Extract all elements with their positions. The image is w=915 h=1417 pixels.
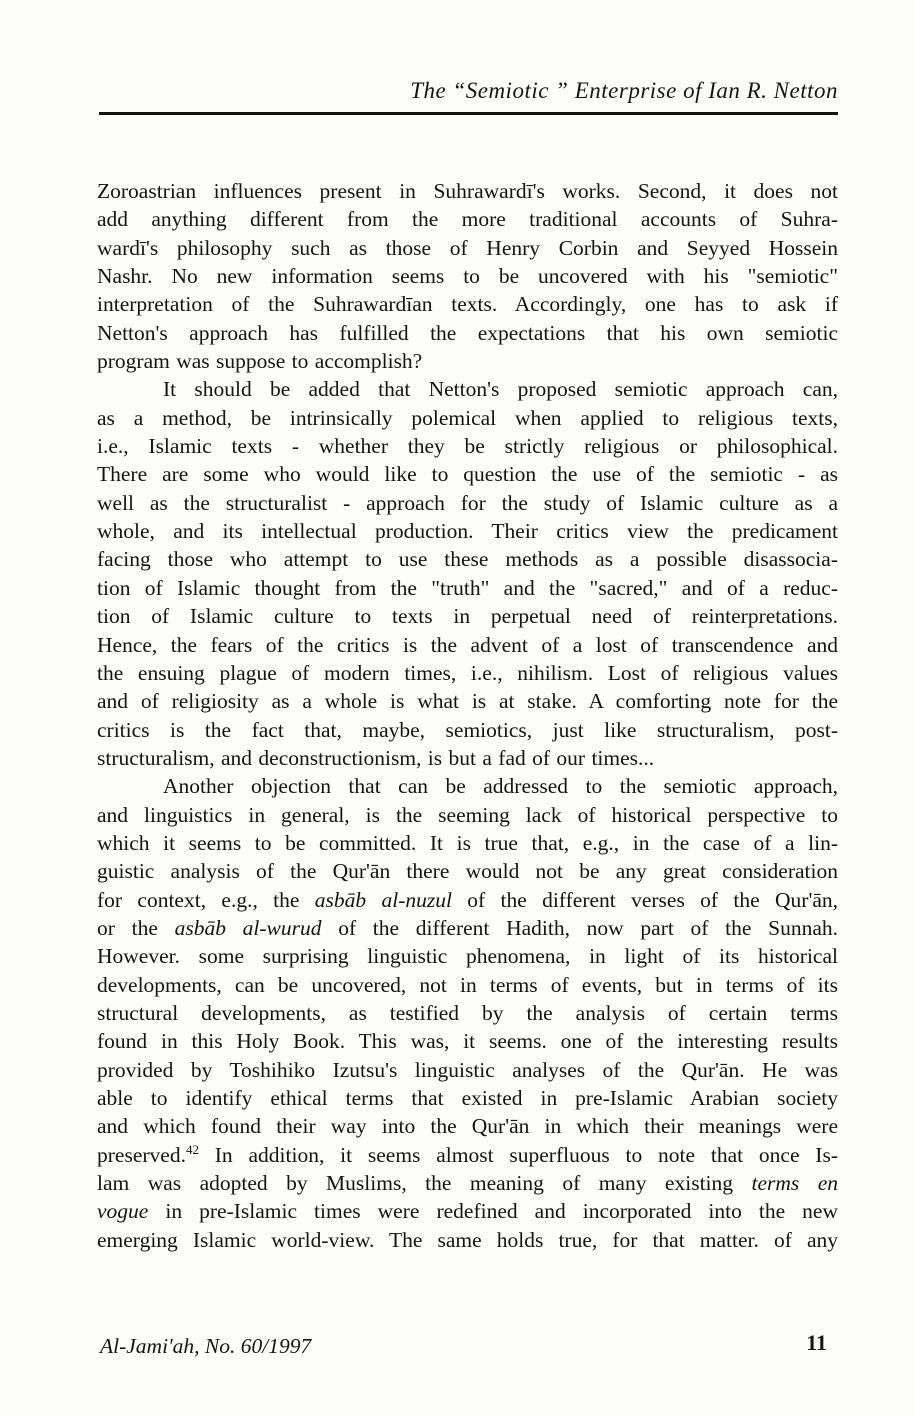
italic-segment: vogue xyxy=(97,1199,149,1224)
text-segment: Another objection that can be addressed to the semiotic approach, xyxy=(163,774,838,799)
footnote-marker: 42 xyxy=(185,1141,199,1157)
text-line-p1-l6 xyxy=(97,319,838,347)
text-line-p3-l10 xyxy=(97,1027,838,1055)
running-head-title: The “Semiotic ” Enterprise of Ian R. Netton xyxy=(410,78,838,103)
article-body xyxy=(97,177,838,1254)
text-segment: whole, and its intellectual production. Their critics view the predicament xyxy=(97,519,838,544)
text-segment: guistic analysis of the Qur'ān there would not be any great consideration xyxy=(97,859,838,884)
text-line-p2-l7 xyxy=(97,545,838,573)
text-line-p3-l13 xyxy=(97,1112,838,1140)
text-line-p1-l2 xyxy=(97,205,838,233)
text-line-p1-l3 xyxy=(97,234,838,262)
text-line-p1-l4 xyxy=(97,262,838,290)
text-line-p3-l3 xyxy=(97,829,838,857)
text-segment: which it seems to be committed. It is true that, e.g., in the case of a lin- xyxy=(97,830,838,855)
text-line-p2-l5 xyxy=(97,489,838,517)
text-line-p3-l16 xyxy=(97,1197,838,1225)
italic-segment: asbāb al-wurud xyxy=(174,915,322,940)
text-segment: tion of Islamic thought from the "truth" and the "sacred," and of a reduc- xyxy=(97,575,838,600)
text-segment: in pre-Islamic times were redefined and incorporated into the new xyxy=(148,1199,838,1224)
text-line-p2-l11 xyxy=(97,659,838,687)
text-segment: There are some who would like to question the use of the semiotic - as xyxy=(97,462,838,487)
italic-segment: terms en xyxy=(751,1171,838,1196)
text-segment: the ensuing plague of modern times, i.e., nihilism. Lost of religious values xyxy=(97,660,838,685)
text-line-p1-l5 xyxy=(97,290,838,318)
text-segment: of the different Hadith, now part of the Sunnah. xyxy=(321,915,838,940)
text-segment: It should be added that Netton's proposed semiotic approach can, xyxy=(163,377,838,402)
text-segment: structural developments, as testified by the analysis of certain terms xyxy=(97,1000,838,1025)
text-line-p2-l12 xyxy=(97,687,838,715)
text-line-p2-l9 xyxy=(97,602,838,630)
text-segment: for context, e.g., the xyxy=(97,887,315,912)
text-line-p3-l14 xyxy=(97,1141,838,1169)
text-segment: add anything different from the more traditional accounts of Suhra- xyxy=(97,207,838,232)
journal-reference: Al-Jami'ah, No. 60/1997 xyxy=(100,1334,312,1358)
text-segment: interpretation of the Suhrawardīan texts. Accordingly, one has to ask if xyxy=(97,292,838,317)
text-line-p1-l1 xyxy=(97,177,838,205)
text-segment: as a method, be intrinsically polemical when applied to religious texts, xyxy=(97,405,838,430)
text-segment: and which found their way into the Qur'ān in which their meanings were xyxy=(97,1114,838,1139)
text-line-p2-l1 xyxy=(97,375,838,403)
text-segment: of the different verses of the Qur'ān, xyxy=(451,887,838,912)
text-line-p2-l6 xyxy=(97,517,838,545)
text-line-p3-l6 xyxy=(97,914,838,942)
text-segment: wardī's philosophy such as those of Henry Corbin and Seyyed Hossein xyxy=(97,235,838,260)
header-rule xyxy=(99,112,838,115)
text-line-p2-l2 xyxy=(97,404,838,432)
text-line-p3-l17 xyxy=(97,1226,838,1254)
text-segment: facing those who attempt to use these methods as a possible disassocia- xyxy=(97,547,838,572)
text-segment: In addition, it seems almost superfluous to note that once Is- xyxy=(198,1142,838,1167)
text-segment: provided by Toshihiko Izutsu's linguistic analyses of the Qur'ān. He was xyxy=(97,1057,838,1082)
text-line-p3-l15 xyxy=(97,1169,838,1197)
text-line-p3-l4 xyxy=(97,857,838,885)
text-segment: found in this Holy Book. This was, it seems. one of the interesting results xyxy=(97,1029,838,1054)
text-segment: However. some surprising linguistic phenomena, in light of its historical xyxy=(97,944,838,969)
text-segment: Nashr. No new information seems to be uncovered with his "semiotic" xyxy=(97,264,838,289)
text-segment: Netton's approach has fulfilled the expectations that his own semiotic xyxy=(97,320,838,345)
text-line-p2-l8 xyxy=(97,574,838,602)
text-line-p3-l8 xyxy=(97,971,838,999)
text-segment: program was suppose to accomplish? xyxy=(97,349,423,374)
italic-segment: asbāb al-nuzul xyxy=(314,887,452,912)
text-line-p3-l12 xyxy=(97,1084,838,1112)
text-segment: preserved. xyxy=(97,1142,186,1167)
text-line-p2-l4 xyxy=(97,460,838,488)
text-segment: tion of Islamic culture to texts in perpetual need of reinterpretations. xyxy=(97,604,838,629)
text-segment: or the xyxy=(97,915,175,940)
text-line-p2-l3 xyxy=(97,432,838,460)
text-segment: structuralism, and deconstructionism, is but a fad of our times... xyxy=(97,745,655,770)
text-line-p1-l7 xyxy=(97,347,838,375)
text-segment: emerging Islamic world-view. The same holds true, for that matter. of any xyxy=(97,1227,838,1252)
text-segment: Zoroastrian influences present in Suhrawardī's works. Second, it does not xyxy=(97,179,838,203)
text-segment: Hence, the fears of the critics is the advent of a lost of transcendence and xyxy=(97,632,838,657)
text-segment: i.e., Islamic texts - whether they be strictly religious or philosophical. xyxy=(97,434,838,459)
text-segment: well as the structuralist - approach for the study of Islamic culture as a xyxy=(97,490,838,515)
text-line-p3-l7 xyxy=(97,942,838,970)
text-segment: lam was adopted by Muslims, the meaning of many existing xyxy=(97,1171,752,1196)
text-line-p3-l9 xyxy=(97,999,838,1027)
text-line-p3-l1 xyxy=(97,772,838,800)
text-line-p2-l10 xyxy=(97,631,838,659)
text-line-p3-l5 xyxy=(97,886,838,914)
text-line-p3-l2 xyxy=(97,801,838,829)
text-segment: developments, can be uncovered, not in terms of events, but in terms of its xyxy=(97,972,838,997)
text-segment: and linguistics in general, is the seeming lack of historical perspective to xyxy=(97,802,838,827)
text-line-p2-l14 xyxy=(97,744,838,772)
text-line-p2-l13 xyxy=(97,716,838,744)
text-segment: able to identify ethical terms that existed in pre-Islamic Arabian society xyxy=(97,1086,838,1110)
text-segment: critics is the fact that, maybe, semiotics, just like structuralism, post- xyxy=(97,717,838,742)
text-line-p3-l11 xyxy=(97,1056,838,1084)
text-segment: and of religiosity as a whole is what is at stake. A comforting note for the xyxy=(97,689,838,714)
page-number: 11 xyxy=(806,1330,827,1355)
